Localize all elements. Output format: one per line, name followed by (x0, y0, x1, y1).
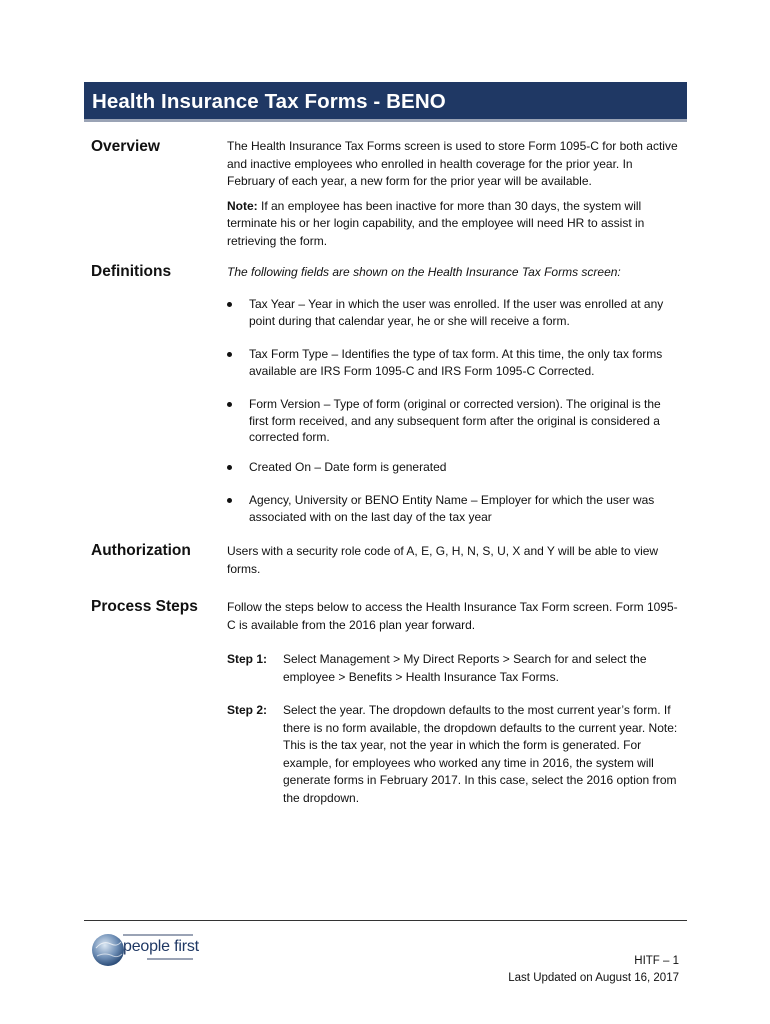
step-2 (227, 702, 682, 812)
overview-body (227, 138, 682, 250)
bullet-icon (227, 402, 232, 407)
step-label: Step 2: (227, 703, 268, 717)
bullet-icon (227, 465, 232, 470)
footer-divider (84, 920, 687, 921)
logo-tagline-line (123, 934, 193, 936)
step-label: Step 1: (227, 652, 268, 666)
page-number: HITF – 1 (634, 955, 679, 967)
process-steps-intro: Follow the steps below to access the Health Insurance Tax Form screen. Form 1095-C is available from the 2016 plan year forward. (227, 600, 678, 632)
overview-paragraph: The Health Insurance Tax Forms screen is used to store Form 1095-C for both active and inactive employees who enrolled in health coverage for the prior year. In February of each year, a new form for the prior year will be available. (227, 139, 678, 188)
definitions-intro: The following fields are shown on the Health Insurance Tax Forms screen: (227, 265, 621, 279)
list-item: Created On – Date form is generated (227, 459, 682, 476)
step-text: Select the year. The dropdown defaults to the most current year’s form. If there is no form available, the dropdown defaults to the current year. Note: This is the tax year, not the year in which the form is generated. For example, for employees who worked any time in 2016, the system will generate forms in February 2017. In this case, select the 2016 option from the dropdown. (283, 703, 678, 805)
note-label: Note: (227, 198, 258, 213)
list-item: Agency, University or BENO Entity Name – Employer for which the user was associated with on the last day of the tax year (227, 492, 682, 525)
page-title: Health Insurance Tax Forms - BENO (92, 90, 446, 113)
last-updated: Last Updated on August 16, 2017 (508, 972, 679, 984)
list-item: Form Version – Type of form (original or corrected version). The original is the first form received, and any subsequent form after the original is considered a corrected form. (227, 396, 682, 446)
overview-heading: Overview (91, 138, 160, 155)
list-item: Tax Year – Year in which the user was enrolled. If the user was enrolled at any point during that calendar year, he or she will receive a form. (227, 296, 682, 329)
bullet-icon (227, 302, 232, 307)
globe-icon (91, 930, 125, 970)
process-steps-heading: Process Steps (91, 598, 198, 615)
step-1 (227, 651, 682, 691)
bullet-icon (227, 352, 232, 357)
logo-subtitle-line (147, 958, 193, 960)
list-item: Tax Form Type – Identifies the type of tax form. At this time, the only tax forms available are IRS Form 1095-C and IRS Form 1095-C Corrected. (227, 346, 682, 379)
logo-text: people first (123, 938, 199, 955)
authorization-paragraph: Users with a security role code of A, E, G, H, N, S, U, X and Y will be able to view forms. (227, 544, 659, 576)
authorization-heading: Authorization (91, 542, 191, 559)
title-bar (84, 82, 687, 122)
people-first-logo (91, 930, 201, 970)
overview-note (227, 198, 682, 251)
definitions-heading: Definitions (91, 263, 172, 280)
bullet-icon (227, 498, 232, 503)
note-text: If an employee has been inactive for more than 30 days, the system will terminate his or her login capability, and the employee will need HR to assist in retrieving the form. (227, 198, 645, 248)
step-text: Select Management > My Direct Reports > Search for and select the employee > Benefits > Health Insurance Tax Forms. (283, 652, 647, 684)
